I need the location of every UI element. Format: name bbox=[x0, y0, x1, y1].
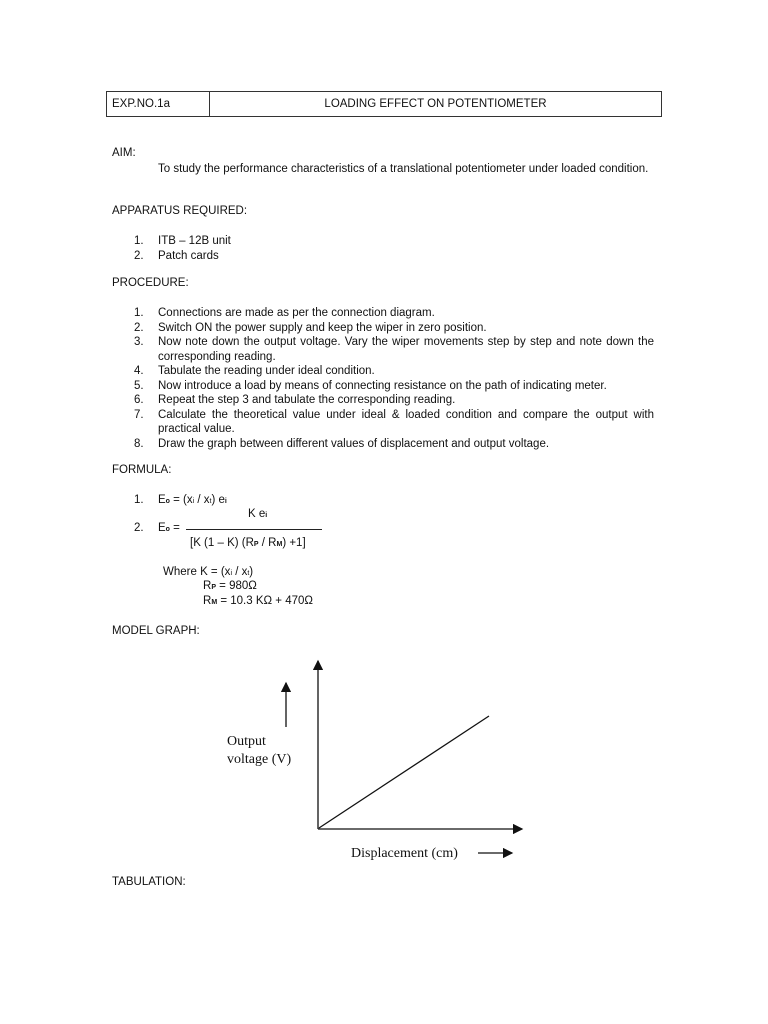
x-axis-label: Displacement (cm) bbox=[351, 846, 458, 861]
tabulation-heading: TABULATION: bbox=[112, 876, 186, 888]
where-k: Where K = (xi / xt) bbox=[163, 566, 254, 578]
y-axis-label-line2: voltage (V) bbox=[227, 752, 292, 767]
list-item: 6. Repeat the step 3 and tabulate the corresponding reading. bbox=[134, 394, 456, 406]
apparatus-heading: APPARATUS REQUIRED: bbox=[112, 205, 248, 217]
aim-text: To study the performance characteristics of a translational potentiometer under loaded condition. bbox=[158, 163, 649, 175]
list-item: 7. Calculate the theoretical value under ideal & loaded condition and compare the output with practical value. bbox=[134, 408, 654, 435]
rm-value: RM = 10.3 KΩ + 470Ω bbox=[203, 595, 313, 607]
experiment-title: LOADING EFFECT ON POTENTIOMETER bbox=[324, 98, 547, 110]
formula-2-lhs: Eo = bbox=[158, 522, 180, 534]
formula-2-denominator: [K (1 – K) (RP / RM) +1] bbox=[190, 537, 306, 549]
formula-1: Eo = (xi / xt) ei bbox=[158, 494, 227, 506]
rp-value: RP = 980Ω bbox=[203, 580, 257, 592]
y-axis-label-line1: Output bbox=[227, 734, 266, 749]
list-item: 5. Now introduce a load by means of connecting resistance on the path of indicating meter. bbox=[134, 379, 607, 392]
list-item: 1. ITB – 12B unit bbox=[134, 235, 231, 247]
list-item: 1. Connections are made as per the connection diagram. bbox=[134, 307, 435, 319]
output-line bbox=[319, 716, 489, 828]
formula-2-number: 2. bbox=[134, 522, 144, 534]
aim-heading: AIM: bbox=[112, 147, 136, 159]
list-item: 2. Patch cards bbox=[134, 249, 219, 262]
list-item: 8. Draw the graph between different values of displacement and output voltage. bbox=[134, 437, 550, 450]
formula-2-numerator: K ei bbox=[248, 508, 268, 520]
model-graph-heading: MODEL GRAPH: bbox=[112, 625, 200, 637]
procedure-heading: PROCEDURE: bbox=[112, 277, 189, 289]
list-item: 2. Switch ON the power supply and keep the wiper in zero position. bbox=[134, 321, 487, 334]
formula-heading: FORMULA: bbox=[112, 464, 172, 476]
list-item: 4. Tabulate the reading under ideal condition. bbox=[134, 365, 375, 377]
formula-1-number: 1. bbox=[134, 494, 144, 506]
exp-number: EXP.NO.1a bbox=[107, 92, 210, 116]
list-item: 3. Now note down the output voltage. Vary the wiper movements step by step and note down the corresponding reading. bbox=[134, 336, 654, 363]
